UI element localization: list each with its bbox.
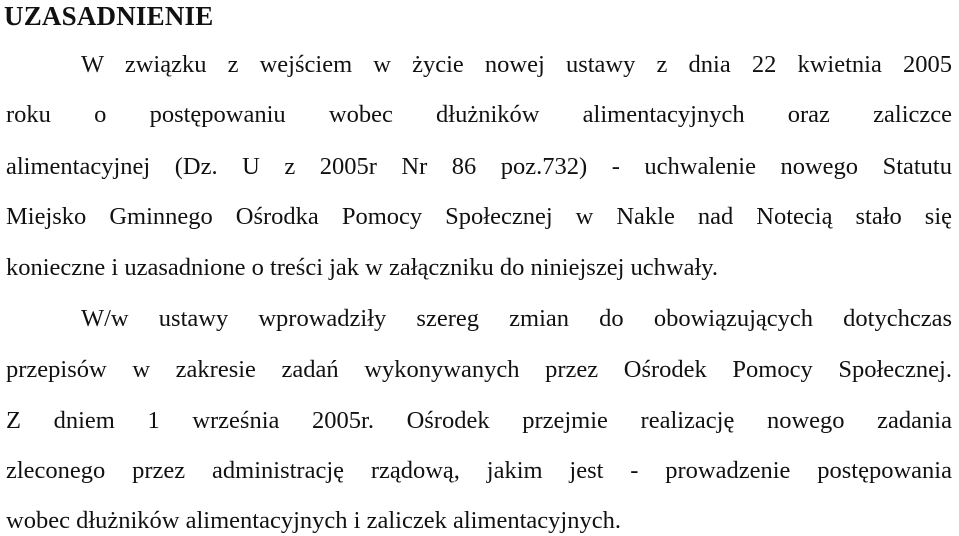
paragraph-line-7: przepisów w zakresie zadań wykonywanych przez Ośrodek Pomocy Społecznej. bbox=[6, 356, 952, 383]
paragraph-line-2: roku o postępowaniu wobec dłużników alimentacyjnych oraz zaliczce bbox=[6, 101, 952, 128]
paragraph-line-8: Z dniem 1 września 2005r. Ośrodek przejmie realizację nowego zadania bbox=[6, 407, 952, 434]
paragraph-line-4: Miejsko Gminnego Ośrodka Pomocy Społecznej w Nakle nad Notecią stało się bbox=[6, 203, 952, 230]
paragraph-line-10: wobec dłużników alimentacyjnych i zaliczek alimentacyjnych. bbox=[6, 507, 621, 534]
document-heading: UZASADNIENIE bbox=[4, 1, 214, 31]
paragraph-line-5: konieczne i uzasadnione o treści jak w załączniku do niniejszej uchwały. bbox=[6, 254, 719, 281]
paragraph-line-1: W związku z wejściem w życie nowej ustawy z dnia 22 kwietnia 2005 bbox=[81, 51, 952, 78]
paragraph-line-6: W/w ustawy wprowadziły szereg zmian do obowiązujących dotychczas bbox=[81, 305, 952, 332]
paragraph-line-3: alimentacyjnej (Dz. U z 2005r Nr 86 poz.732) - uchwalenie nowego Statutu bbox=[6, 153, 952, 180]
paragraph-line-9: zleconego przez administrację rządową, jakim jest - prowadzenie postępowania bbox=[6, 457, 952, 484]
